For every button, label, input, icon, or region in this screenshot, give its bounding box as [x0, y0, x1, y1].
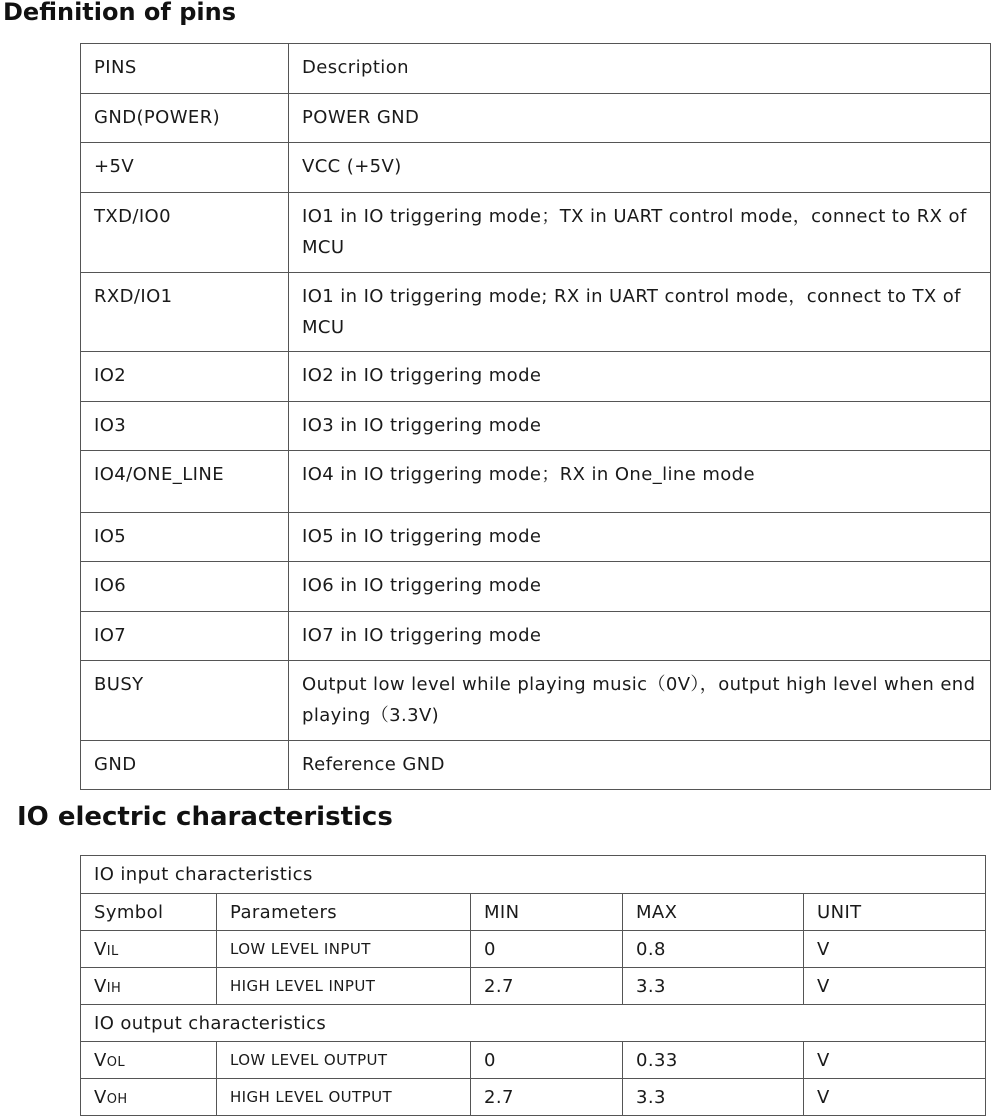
io-characteristics-table — [80, 855, 986, 1116]
symbol-main: V — [94, 1086, 107, 1108]
pin-description: Output low level while playing music（0V），output high level when end playing（3.3V) — [289, 661, 991, 741]
output-section-title: IO output characteristics — [81, 1005, 986, 1042]
pin-description: Reference GND — [289, 741, 991, 790]
table-row — [81, 931, 986, 968]
table-row — [81, 562, 991, 612]
pin-description: IO3 in IO triggering mode — [289, 402, 991, 451]
pin-name: IO5 — [81, 513, 289, 562]
pin-description: VCC (+5V) — [289, 143, 991, 193]
pin-description: IO1 in IO triggering mode；TX in UART control mode，connect to RX of MCU — [289, 193, 991, 273]
max-cell: 3.3 — [623, 968, 804, 1005]
pin-name: IO3 — [81, 402, 289, 451]
pin-name: IO6 — [81, 562, 289, 612]
table-row — [81, 402, 991, 451]
pin-name: IO2 — [81, 352, 289, 402]
pin-description: IO7 in IO triggering mode — [289, 612, 991, 661]
unit-cell: V — [804, 968, 986, 1005]
pin-description: IO6 in IO triggering mode — [289, 562, 991, 612]
table-row — [81, 612, 991, 661]
symbol-cell — [81, 1079, 217, 1116]
max-cell: 0.33 — [623, 1042, 804, 1079]
header-parameters: Parameters — [217, 894, 471, 931]
header-symbol: Symbol — [81, 894, 217, 931]
unit-cell: V — [804, 1042, 986, 1079]
input-section-title: IO input characteristics — [81, 856, 986, 894]
symbol-main: V — [94, 1049, 107, 1071]
pin-description: IO1 in IO triggering mode; RX in UART control mode，connect to TX of MCU — [289, 273, 991, 352]
symbol-subscript: IL — [106, 943, 119, 959]
header-max: MAX — [623, 894, 804, 931]
symbol-main: V — [94, 975, 107, 997]
pins-heading: Definition of pins — [3, 0, 236, 26]
table-row — [81, 94, 991, 143]
symbol-subscript: IH — [106, 980, 122, 996]
max-cell: 3.3 — [623, 1079, 804, 1116]
symbol-cell — [81, 1042, 217, 1079]
min-cell: 2.7 — [471, 968, 623, 1005]
symbol-subscript: OH — [106, 1091, 128, 1107]
pin-name: GND(POWER) — [81, 94, 289, 143]
parameter-cell: LOW LEVEL OUTPUT — [217, 1042, 471, 1079]
pin-name: IO7 — [81, 612, 289, 661]
parameter-cell: HIGH LEVEL OUTPUT — [217, 1079, 471, 1116]
pins-header-row — [81, 44, 991, 94]
table-row — [81, 513, 991, 562]
table-row — [81, 1042, 986, 1079]
unit-cell: V — [804, 1079, 986, 1116]
pin-name: GND — [81, 741, 289, 790]
table-row — [81, 661, 991, 741]
pin-name: +5V — [81, 143, 289, 193]
min-cell: 0 — [471, 931, 623, 968]
pin-description: IO5 in IO triggering mode — [289, 513, 991, 562]
table-row — [81, 1079, 986, 1116]
max-cell: 0.8 — [623, 931, 804, 968]
pins-header-description: Description — [289, 44, 991, 94]
symbol-cell — [81, 931, 217, 968]
parameter-cell: HIGH LEVEL INPUT — [217, 968, 471, 1005]
table-row — [81, 741, 991, 790]
section-row — [81, 1005, 986, 1042]
table-row — [81, 968, 986, 1005]
parameter-cell: LOW LEVEL INPUT — [217, 931, 471, 968]
pin-name: RXD/IO1 — [81, 273, 289, 352]
pin-description: POWER GND — [289, 94, 991, 143]
section-row — [81, 856, 986, 894]
pin-description: IO4 in IO triggering mode；RX in One_line mode — [289, 451, 991, 513]
io-heading: IO electric characteristics — [17, 802, 393, 832]
pins-header-pin: PINS — [81, 44, 289, 94]
min-cell: 2.7 — [471, 1079, 623, 1116]
table-row — [81, 143, 991, 193]
pins-table — [80, 43, 991, 790]
header-row — [81, 894, 986, 931]
pin-name: TXD/IO0 — [81, 193, 289, 273]
min-cell: 0 — [471, 1042, 623, 1079]
table-row — [81, 193, 991, 273]
pin-description: IO2 in IO triggering mode — [289, 352, 991, 402]
pin-name: IO4/ONE_LINE — [81, 451, 289, 513]
table-row — [81, 451, 991, 513]
table-row — [81, 352, 991, 402]
unit-cell: V — [804, 931, 986, 968]
header-unit: UNIT — [804, 894, 986, 931]
pin-name: BUSY — [81, 661, 289, 741]
table-row — [81, 273, 991, 352]
header-min: MIN — [471, 894, 623, 931]
symbol-main: V — [94, 938, 107, 960]
symbol-cell — [81, 968, 217, 1005]
symbol-subscript: OL — [106, 1054, 125, 1070]
